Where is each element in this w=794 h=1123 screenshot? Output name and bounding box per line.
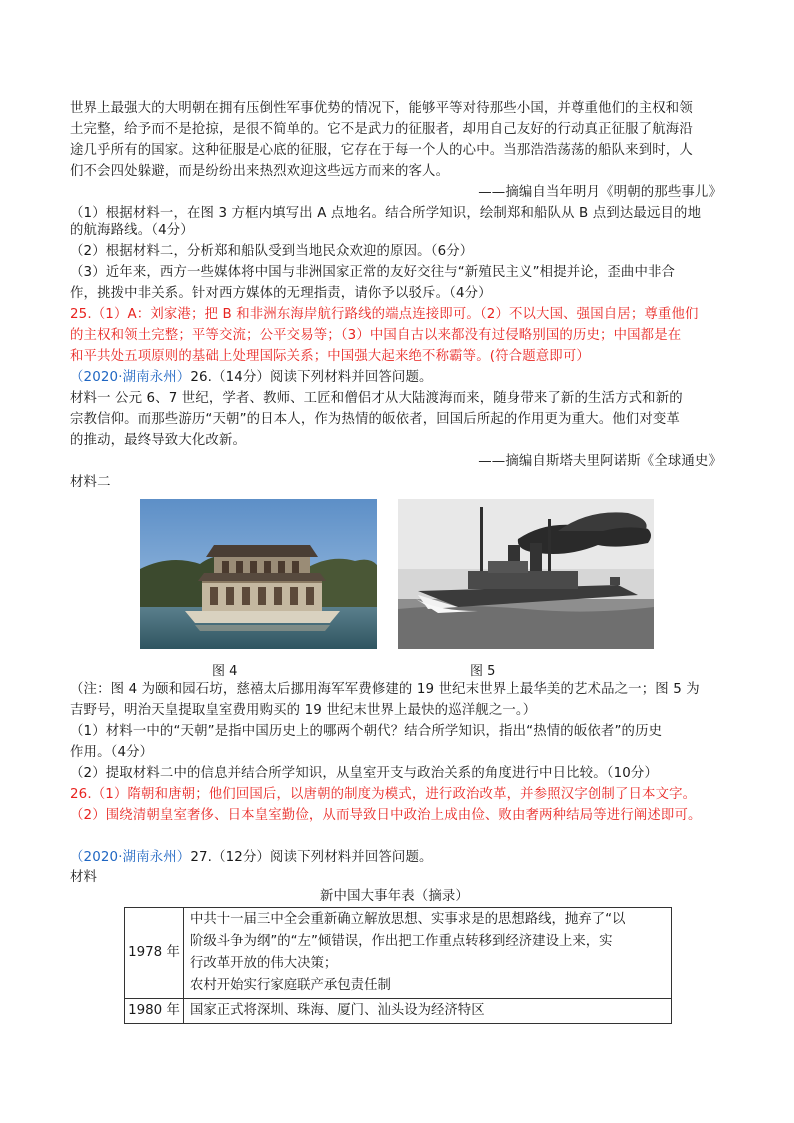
material1-line: 们不会四处躲避，而是纷纷出来热烈欢迎这些远方而来的客人。 (70, 164, 450, 179)
table-cell-year: 1980 年 (125, 999, 184, 1024)
table-title: 新中国大事年表（摘录） (320, 889, 469, 904)
question-header (70, 369, 433, 386)
material-line: 材料一 公元 6、7 世纪，学者、教师、工匠和僧侣才从大陆渡海而来，随身带来了新的生活方式和新的 (70, 391, 683, 406)
material1-line: 土完整，给予而不是抢掠，是很不简单的。它不是武力的征服者，却用自己友好的行动真正征服了航海沿 (70, 122, 693, 137)
question-line: （2）提取材料二中的信息并结合所学知识，从皇室开支与政治关系的角度进行中日比较。（10分） (70, 766, 659, 781)
figure-caption: 图 4 (212, 664, 238, 679)
material-line: 宗教信仰。而那些游历“天朝”的日本人，作为热情的皈依者，回国后所起的作用更为重大。他们对变革 (70, 412, 680, 427)
question-header-text: 27.（12分）阅读下列材料并回答问题。 (190, 850, 433, 865)
table-cell-event (184, 908, 672, 999)
question-line: （1）根据材料一，在图 3 方框内填写出 A 点地名。结合所学知识，绘制郑和船队从 B 点到达最远目的地 (70, 206, 702, 221)
table-row (125, 908, 672, 999)
event-line: 农村开始实行家庭联产承包责任制 (190, 978, 391, 993)
material1-line: 途几乎所有的国家。这种征服是心底的征服，它存在于每一个人的心中。当那浩浩荡荡的船队来到时，人 (70, 143, 693, 158)
answer-line: 和平共处五项原则的基础上处理国际关系；中国强大起来绝不称霸等。(符合题意即可） (70, 349, 590, 364)
event-line: 中共十一届三中全会重新确立解放思想、实事求是的思想路线，抛弃了“以 (190, 912, 626, 927)
question-line: （1）材料一中的“天朝”是指中国历史上的哪两个朝代？结合所学知识，指出“热情的皈依者”的历史 (70, 724, 663, 739)
question-line: 的航海路线。（4分） (70, 223, 194, 238)
question-header (70, 849, 433, 866)
answer-line: 26.（1）隋朝和唐朝；他们回国后，以唐朝的制度为模式，进行政治改革，并参照汉字创制了日本文字。 (70, 787, 697, 802)
answer-line: （2）围绕清朝皇室奢侈、日本皇室勤俭，从而导致日中政治上成由俭、败由奢两种结局等进行阐述即可。 (70, 808, 702, 823)
question-line: （2）根据材料二，分析郑和船队受到当地民众欢迎的原因。（6分） (70, 244, 474, 259)
note-line: （注：图 4 为颐和园石坊，慈禧太后挪用海军军费修建的 19 世纪末世界上最华美的艺术品之一；图 5 为 (70, 682, 700, 697)
events-table (124, 907, 672, 1024)
table-cell-event (184, 999, 672, 1024)
answer-line: 25.（1）A：刘家港；把 B 和非洲东海岸航行路线的端点连接即可。（2）不以大国、强国自居；尊重他们 (70, 307, 699, 322)
question-line: 作用。（4分） (70, 745, 154, 760)
question-header-text: 26.（14分）阅读下列材料并回答问题。 (190, 370, 433, 385)
warship-photo (398, 499, 654, 649)
note-line: 吉野号，明治天皇提取皇室费用购买的 19 世纪末世界上最快的巡洋舰之一。） (70, 703, 537, 718)
source-citation: ——摘编自当年明月《明朝的那些事儿》 (478, 185, 722, 200)
answer-line: 的主权和领土完整；平等交流；公平交易等；（3）中国自古以来都没有过侵略别国的历史；中国都是在 (70, 328, 682, 343)
table-row (125, 999, 672, 1024)
material-label: 材料 (70, 870, 98, 885)
question-line: （3）近年来，西方一些媒体将中国与非洲国家正常的友好交往与“新殖民主义”相提并论，歪曲中非合 (70, 265, 676, 280)
material-label: 材料二 (70, 475, 111, 490)
question-line: 作，挑拨中非关系。针对西方媒体的无理指责，请你予以驳斥。（4分） (70, 286, 492, 301)
event-line: 行改革开放的伟大决策； (190, 956, 338, 971)
marble-boat-photo (140, 499, 377, 649)
material-line: 的推动，最终导致大化改新。 (70, 433, 247, 448)
figure-caption: 图 5 (470, 664, 496, 679)
source-tag: （2020·湖南永州） (70, 370, 191, 385)
table-cell-year: 1978 年 (125, 908, 184, 999)
source-citation: ——摘编自斯塔夫里阿诺斯《全球通史》 (478, 454, 722, 469)
event-line: 阶级斗争为纲”的“左”倾错误，作出把工作重点转移到经济建设上来，实 (190, 934, 613, 949)
source-tag: （2020·湖南永州） (70, 850, 191, 865)
event-line: 国家正式将深圳、珠海、厦门、汕头设为经济特区 (190, 1003, 485, 1018)
material1-line: 世界上最强大的大明朝在拥有压倒性军事优势的情况下，能够平等对待那些小国，并尊重他们的主权和领 (70, 101, 693, 116)
